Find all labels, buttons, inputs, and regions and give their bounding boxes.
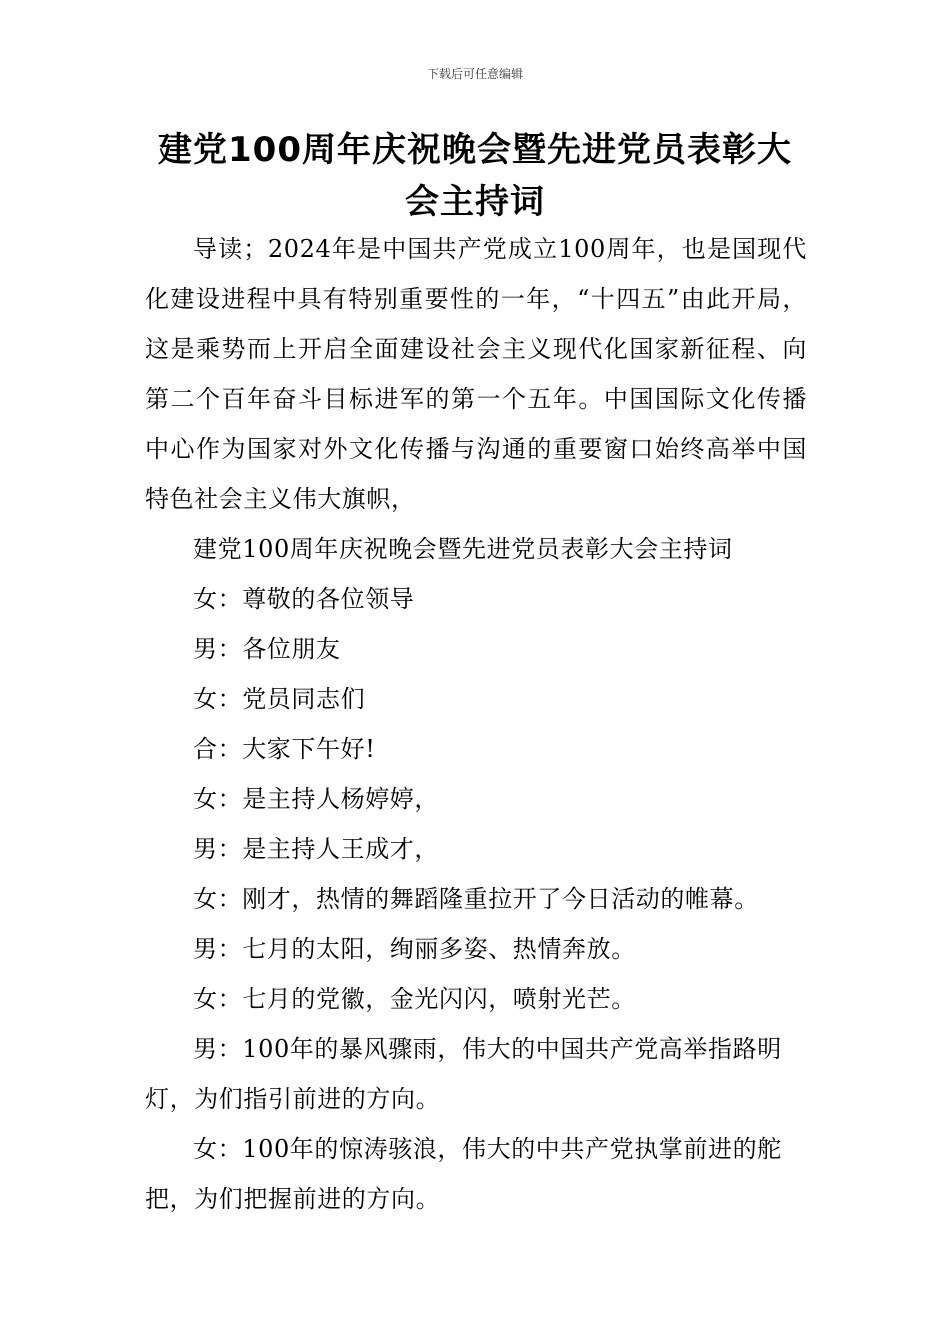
intro-paragraph: 导读；2024年是中国共产党成立100周年，也是国现代化建设进程中具有特别重要性的一年，“十四五”由此开局，这是乘势而上开启全面建设社会主义现代化国家新征程、向第二个百年奋斗目标进军的第一个五年。中国国际文化传播中心作为国家对外文化传播与沟通的重要窗口始终高举中国特色社会主义伟大旗帜， [145,235,807,513]
script-line: 男：100年的暴风骤雨，伟大的中国共产党高举指路明灯，为们指引前进的方向。 [145,1035,782,1113]
script-line: 合：大家下午好! [193,735,376,763]
script-line: 女：刚才，热情的舞蹈隆重拉开了今日活动的帷幕。 [193,885,759,913]
script-line: 女：党员同志们 [193,685,366,713]
script-line: 女：尊敬的各位领导 [193,585,415,613]
script-line: 女：100年的惊涛骇浪，伟大的中共产党执掌前进的舵把，为们把握前进的方向。 [145,1135,782,1213]
script-line: 建党100周年庆祝晚会暨先进党员表彰大会主持词 [193,535,733,563]
script-line: 男：各位朋友 [193,635,341,663]
script-line: 男：是主持人王成才， [193,835,439,863]
header-note: 下载后可任意编辑 [426,67,523,81]
script-line: 男：七月的太阳，绚丽多姿、热情奔放。 [193,935,636,963]
script-line: 女：七月的党徽，金光闪闪，喷射光芒。 [193,985,636,1013]
document-body [145,224,807,1224]
document-title: 建党100周年庆祝晚会暨先进党员表彰大会主持词 [158,130,792,222]
script-line: 女：是主持人杨婷婷， [193,785,439,813]
